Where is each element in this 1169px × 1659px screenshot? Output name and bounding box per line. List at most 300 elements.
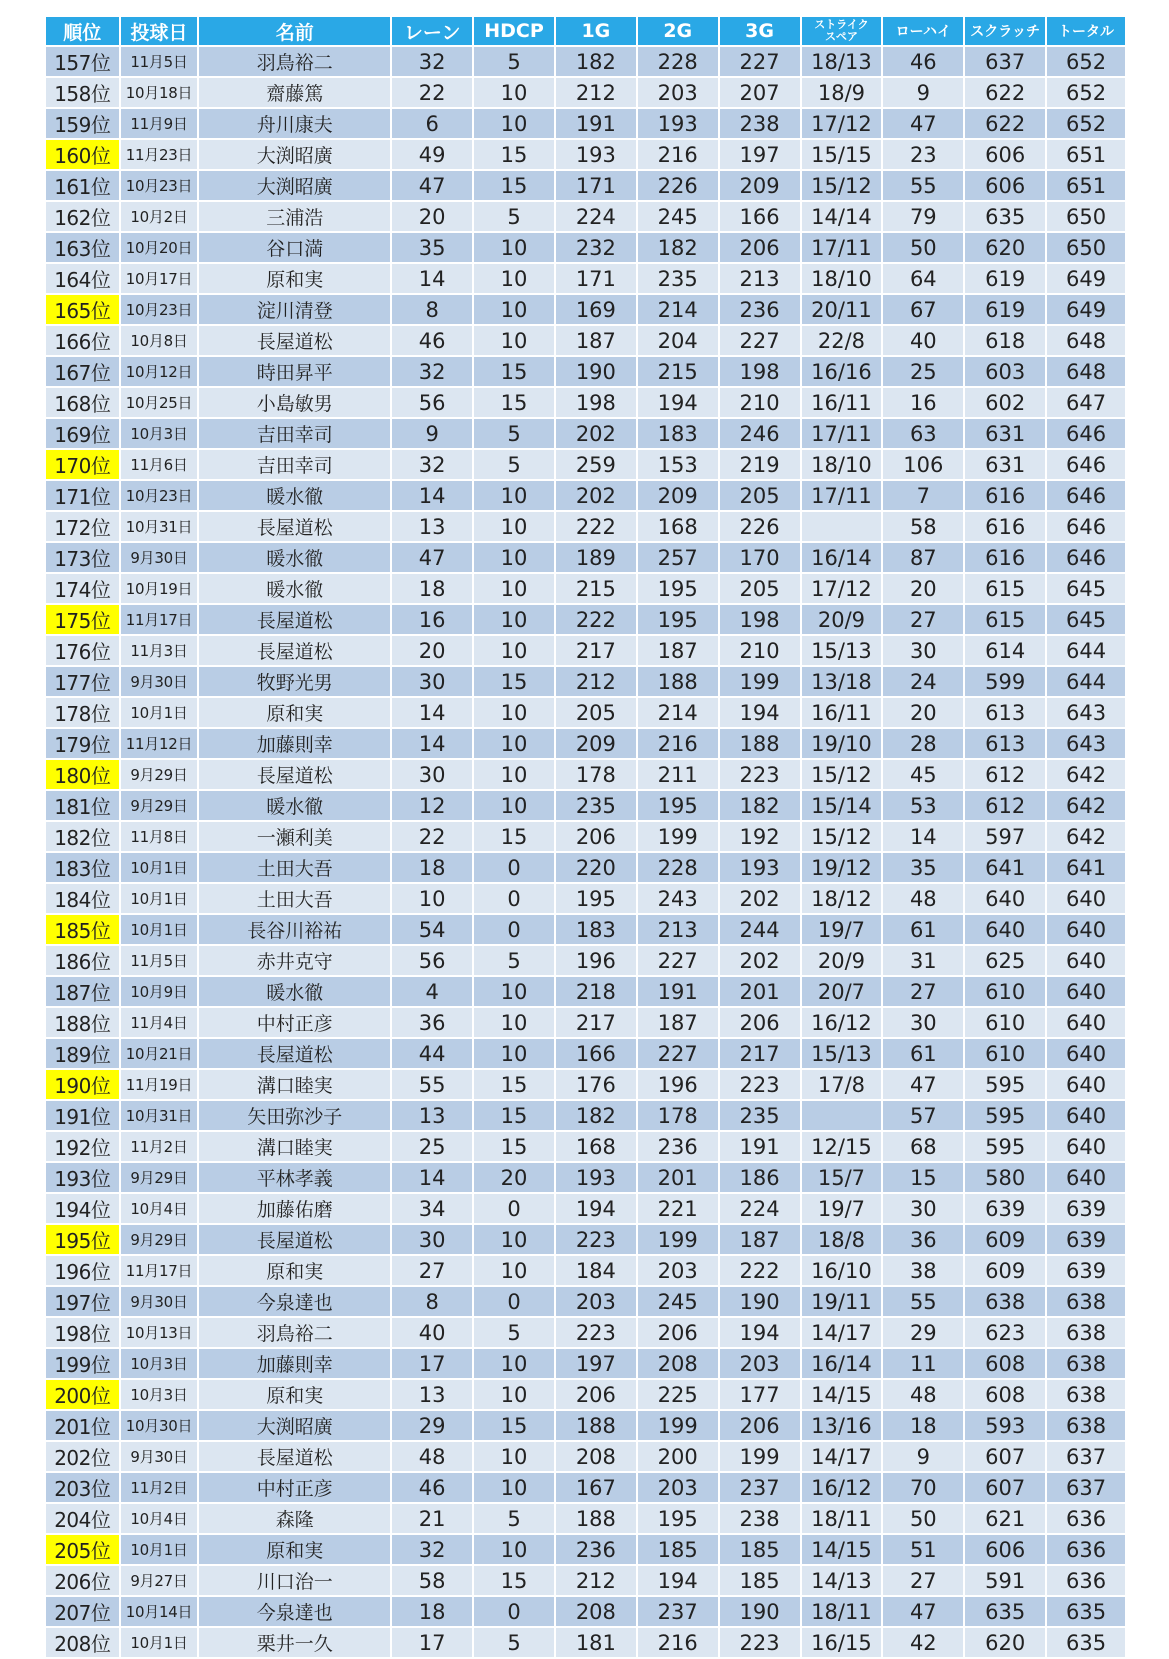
date-cell: 9月29日 bbox=[121, 791, 198, 820]
lowhigh-cell: 27 bbox=[883, 1566, 963, 1595]
name-cell: 溝口睦実 bbox=[199, 1132, 390, 1161]
hdcp-cell: 15 bbox=[474, 1566, 554, 1595]
scratch-cell: 639 bbox=[965, 1194, 1045, 1223]
lane-cell: 6 bbox=[392, 109, 472, 138]
date-cell: 10月2日 bbox=[121, 202, 198, 231]
game2-cell: 211 bbox=[638, 760, 718, 789]
rank-cell: 201位 bbox=[46, 1411, 119, 1440]
game2-cell: 208 bbox=[638, 1349, 718, 1378]
hdcp-cell: 15 bbox=[474, 1132, 554, 1161]
rank-cell: 158位 bbox=[46, 78, 119, 107]
rank-cell: 170位 bbox=[46, 450, 119, 479]
rank-cell: 161位 bbox=[46, 171, 119, 200]
scratch-cell: 625 bbox=[965, 946, 1045, 975]
scratch-cell: 612 bbox=[965, 791, 1045, 820]
hdcp-cell: 20 bbox=[474, 1163, 554, 1192]
lane-cell: 12 bbox=[392, 791, 472, 820]
strike-spare-cell bbox=[802, 512, 882, 541]
lowhigh-cell: 47 bbox=[883, 109, 963, 138]
game1-cell: 182 bbox=[556, 47, 636, 76]
name-cell: 原和実 bbox=[199, 264, 390, 293]
rank-cell: 197位 bbox=[46, 1287, 119, 1316]
game2-cell: 203 bbox=[638, 1256, 718, 1285]
rank-cell: 191位 bbox=[46, 1101, 119, 1130]
lowhigh-cell: 35 bbox=[883, 853, 963, 882]
lane-cell: 14 bbox=[392, 1163, 472, 1192]
scratch-cell: 631 bbox=[965, 419, 1045, 448]
game3-cell: 210 bbox=[720, 636, 800, 665]
game2-cell: 187 bbox=[638, 636, 718, 665]
hdcp-cell: 5 bbox=[474, 946, 554, 975]
table-row bbox=[46, 388, 1125, 417]
strike-spare-cell: 16/10 bbox=[802, 1256, 882, 1285]
date-cell: 11月3日 bbox=[121, 636, 198, 665]
lowhigh-cell: 70 bbox=[883, 1473, 963, 1502]
game2-cell: 213 bbox=[638, 915, 718, 944]
strike-spare-cell: 17/12 bbox=[802, 109, 882, 138]
strike-spare-cell: 14/17 bbox=[802, 1442, 882, 1471]
scratch-cell: 591 bbox=[965, 1566, 1045, 1595]
name-cell: 土田大吾 bbox=[199, 853, 390, 882]
game1-cell: 188 bbox=[556, 1504, 636, 1533]
strike-spare-cell: 14/14 bbox=[802, 202, 882, 231]
lane-cell: 13 bbox=[392, 1101, 472, 1130]
total-cell: 642 bbox=[1047, 791, 1125, 820]
strike-spare-cell: 14/13 bbox=[802, 1566, 882, 1595]
total-cell: 652 bbox=[1047, 78, 1125, 107]
game2-cell: 168 bbox=[638, 512, 718, 541]
scratch-cell: 595 bbox=[965, 1070, 1045, 1099]
game1-cell: 168 bbox=[556, 1132, 636, 1161]
strike-spare-cell: 16/15 bbox=[802, 1628, 882, 1657]
game2-cell: 195 bbox=[638, 605, 718, 634]
game2-cell: 199 bbox=[638, 822, 718, 851]
rank-cell: 169位 bbox=[46, 419, 119, 448]
lowhigh-cell: 51 bbox=[883, 1535, 963, 1564]
lane-cell: 14 bbox=[392, 729, 472, 758]
name-cell: 長屋道松 bbox=[199, 512, 390, 541]
hdcp-cell: 10 bbox=[474, 605, 554, 634]
hdcp-cell: 10 bbox=[474, 512, 554, 541]
scratch-cell: 623 bbox=[965, 1318, 1045, 1347]
lowhigh-cell: 20 bbox=[883, 574, 963, 603]
scratch-cell: 637 bbox=[965, 47, 1045, 76]
scratch-cell: 606 bbox=[965, 140, 1045, 169]
rank-cell: 185位 bbox=[46, 915, 119, 944]
lane-cell: 40 bbox=[392, 1318, 472, 1347]
total-cell: 638 bbox=[1047, 1380, 1125, 1409]
table-row bbox=[46, 419, 1125, 448]
table-row bbox=[46, 450, 1125, 479]
name-cell: 加藤則幸 bbox=[199, 729, 390, 758]
total-cell: 640 bbox=[1047, 1008, 1125, 1037]
game3-cell: 194 bbox=[720, 698, 800, 727]
table-row bbox=[46, 1411, 1125, 1440]
game2-cell: 215 bbox=[638, 357, 718, 386]
game2-cell: 226 bbox=[638, 171, 718, 200]
lowhigh-cell: 87 bbox=[883, 543, 963, 572]
lane-cell: 55 bbox=[392, 1070, 472, 1099]
hdcp-cell: 10 bbox=[474, 791, 554, 820]
date-cell: 10月4日 bbox=[121, 1504, 198, 1533]
date-cell: 10月30日 bbox=[121, 1411, 198, 1440]
rank-cell: 195位 bbox=[46, 1225, 119, 1254]
scratch-cell: 606 bbox=[965, 171, 1045, 200]
game3-cell: 197 bbox=[720, 140, 800, 169]
total-cell: 644 bbox=[1047, 636, 1125, 665]
scratch-cell: 597 bbox=[965, 822, 1045, 851]
name-cell: 長屋道松 bbox=[199, 1442, 390, 1471]
header-row bbox=[46, 17, 1125, 45]
date-cell: 10月19日 bbox=[121, 574, 198, 603]
name-cell: 土田大吾 bbox=[199, 884, 390, 913]
hdcp-cell: 15 bbox=[474, 667, 554, 696]
lane-cell: 49 bbox=[392, 140, 472, 169]
hdcp-cell: 0 bbox=[474, 915, 554, 944]
total-cell: 635 bbox=[1047, 1597, 1125, 1626]
name-cell: 暖水徹 bbox=[199, 977, 390, 1006]
lowhigh-cell: 58 bbox=[883, 512, 963, 541]
name-cell: 吉田幸司 bbox=[199, 419, 390, 448]
hdcp-cell: 15 bbox=[474, 1070, 554, 1099]
game3-cell: 191 bbox=[720, 1132, 800, 1161]
date-cell: 11月17日 bbox=[121, 605, 198, 634]
game3-cell: 193 bbox=[720, 853, 800, 882]
lowhigh-cell: 16 bbox=[883, 388, 963, 417]
strike-spare-cell: 15/12 bbox=[802, 171, 882, 200]
total-cell: 635 bbox=[1047, 1628, 1125, 1657]
name-cell: 小島敏男 bbox=[199, 388, 390, 417]
hdcp-cell: 10 bbox=[474, 109, 554, 138]
date-cell: 10月4日 bbox=[121, 1194, 198, 1223]
scratch-cell: 613 bbox=[965, 729, 1045, 758]
rank-cell: 193位 bbox=[46, 1163, 119, 1192]
lane-cell: 48 bbox=[392, 1442, 472, 1471]
game2-cell: 235 bbox=[638, 264, 718, 293]
hdcp-cell: 10 bbox=[474, 729, 554, 758]
lane-cell: 44 bbox=[392, 1039, 472, 1068]
strike-spare-cell: 18/11 bbox=[802, 1504, 882, 1533]
lane-cell: 14 bbox=[392, 698, 472, 727]
lane-cell: 18 bbox=[392, 1597, 472, 1626]
lane-cell: 32 bbox=[392, 1535, 472, 1564]
scratch-cell: 610 bbox=[965, 1008, 1045, 1037]
name-cell: 川口治一 bbox=[199, 1566, 390, 1595]
lane-cell: 18 bbox=[392, 574, 472, 603]
game1-cell: 217 bbox=[556, 1008, 636, 1037]
game1-cell: 190 bbox=[556, 357, 636, 386]
total-cell: 646 bbox=[1047, 512, 1125, 541]
lane-cell: 20 bbox=[392, 202, 472, 231]
lowhigh-cell: 55 bbox=[883, 1287, 963, 1316]
game2-cell: 216 bbox=[638, 140, 718, 169]
hdcp-cell: 10 bbox=[474, 574, 554, 603]
lane-cell: 36 bbox=[392, 1008, 472, 1037]
total-cell: 639 bbox=[1047, 1256, 1125, 1285]
game1-cell: 223 bbox=[556, 1318, 636, 1347]
game3-cell: 222 bbox=[720, 1256, 800, 1285]
game3-cell: 207 bbox=[720, 78, 800, 107]
lowhigh-cell: 15 bbox=[883, 1163, 963, 1192]
scratch-cell: 641 bbox=[965, 853, 1045, 882]
table-row bbox=[46, 295, 1125, 324]
date-cell: 10月31日 bbox=[121, 1101, 198, 1130]
strike-spare-cell: 19/10 bbox=[802, 729, 882, 758]
name-cell: 谷口満 bbox=[199, 233, 390, 262]
game3-cell: 210 bbox=[720, 388, 800, 417]
strike-spare-cell: 20/11 bbox=[802, 295, 882, 324]
lowhigh-cell: 106 bbox=[883, 450, 963, 479]
game2-cell: 187 bbox=[638, 1008, 718, 1037]
table-row bbox=[46, 1287, 1125, 1316]
hdcp-cell: 10 bbox=[474, 233, 554, 262]
lowhigh-cell: 29 bbox=[883, 1318, 963, 1347]
lane-cell: 30 bbox=[392, 760, 472, 789]
hdcp-cell: 0 bbox=[474, 1194, 554, 1223]
lowhigh-cell: 50 bbox=[883, 1504, 963, 1533]
game3-cell: 199 bbox=[720, 1442, 800, 1471]
total-cell: 642 bbox=[1047, 822, 1125, 851]
total-cell: 646 bbox=[1047, 543, 1125, 572]
table-row bbox=[46, 481, 1125, 510]
lane-cell: 56 bbox=[392, 388, 472, 417]
game1-cell: 195 bbox=[556, 884, 636, 913]
hdcp-cell: 10 bbox=[474, 636, 554, 665]
game2-cell: 195 bbox=[638, 574, 718, 603]
scratch-cell: 610 bbox=[965, 977, 1045, 1006]
table-row bbox=[46, 636, 1125, 665]
rank-cell: 189位 bbox=[46, 1039, 119, 1068]
game3-cell: 201 bbox=[720, 977, 800, 1006]
total-cell: 640 bbox=[1047, 1070, 1125, 1099]
rank-cell: 180位 bbox=[46, 760, 119, 789]
rank-cell: 187位 bbox=[46, 977, 119, 1006]
strike-spare-cell: 15/15 bbox=[802, 140, 882, 169]
date-cell: 10月1日 bbox=[121, 884, 198, 913]
table-row bbox=[46, 1473, 1125, 1502]
table-row bbox=[46, 233, 1125, 262]
game3-cell: 198 bbox=[720, 357, 800, 386]
game1-cell: 218 bbox=[556, 977, 636, 1006]
hdcp-cell: 0 bbox=[474, 884, 554, 913]
header-lane: レーン bbox=[392, 17, 472, 45]
hdcp-cell: 15 bbox=[474, 1101, 554, 1130]
lowhigh-cell: 20 bbox=[883, 698, 963, 727]
lane-cell: 17 bbox=[392, 1628, 472, 1657]
scratch-cell: 610 bbox=[965, 1039, 1045, 1068]
game2-cell: 214 bbox=[638, 698, 718, 727]
scratch-cell: 615 bbox=[965, 605, 1045, 634]
game3-cell: 192 bbox=[720, 822, 800, 851]
total-cell: 637 bbox=[1047, 1442, 1125, 1471]
lane-cell: 58 bbox=[392, 1566, 472, 1595]
hdcp-cell: 10 bbox=[474, 481, 554, 510]
total-cell: 652 bbox=[1047, 47, 1125, 76]
scratch-cell: 635 bbox=[965, 202, 1045, 231]
total-cell: 638 bbox=[1047, 1318, 1125, 1347]
scratch-cell: 602 bbox=[965, 388, 1045, 417]
table-row bbox=[46, 1504, 1125, 1533]
table-row bbox=[46, 543, 1125, 572]
scratch-cell: 616 bbox=[965, 543, 1045, 572]
lowhigh-cell: 48 bbox=[883, 884, 963, 913]
table-row bbox=[46, 512, 1125, 541]
hdcp-cell: 10 bbox=[474, 1535, 554, 1564]
date-cell: 10月14日 bbox=[121, 1597, 198, 1626]
strike-spare-cell: 16/12 bbox=[802, 1473, 882, 1502]
table-row bbox=[46, 574, 1125, 603]
hdcp-cell: 5 bbox=[474, 1628, 554, 1657]
table-row bbox=[46, 698, 1125, 727]
name-cell: 齋藤篤 bbox=[199, 78, 390, 107]
lowhigh-cell: 27 bbox=[883, 605, 963, 634]
scratch-cell: 606 bbox=[965, 1535, 1045, 1564]
rank-cell: 200位 bbox=[46, 1380, 119, 1409]
date-cell: 9月29日 bbox=[121, 760, 198, 789]
game1-cell: 176 bbox=[556, 1070, 636, 1099]
table-row bbox=[46, 1318, 1125, 1347]
game1-cell: 191 bbox=[556, 109, 636, 138]
date-cell: 10月23日 bbox=[121, 481, 198, 510]
date-cell: 11月2日 bbox=[121, 1132, 198, 1161]
header-game3: 3G bbox=[720, 17, 800, 45]
game2-cell: 228 bbox=[638, 47, 718, 76]
date-cell: 11月2日 bbox=[121, 1473, 198, 1502]
name-cell: 牧野光男 bbox=[199, 667, 390, 696]
game3-cell: 186 bbox=[720, 1163, 800, 1192]
strike-spare-cell: 15/7 bbox=[802, 1163, 882, 1192]
name-cell: 長谷川裕祐 bbox=[199, 915, 390, 944]
name-cell: 暖水徹 bbox=[199, 543, 390, 572]
strike-spare-cell: 18/13 bbox=[802, 47, 882, 76]
strike-spare-cell: 19/7 bbox=[802, 1194, 882, 1223]
strike-spare-cell: 20/9 bbox=[802, 605, 882, 634]
table-row bbox=[46, 1566, 1125, 1595]
name-cell: 中村正彦 bbox=[199, 1008, 390, 1037]
total-cell: 643 bbox=[1047, 698, 1125, 727]
game1-cell: 202 bbox=[556, 419, 636, 448]
lane-cell: 4 bbox=[392, 977, 472, 1006]
total-cell: 639 bbox=[1047, 1225, 1125, 1254]
name-cell: 大渕昭廣 bbox=[199, 140, 390, 169]
scratch-cell: 595 bbox=[965, 1101, 1045, 1130]
table-row bbox=[46, 1349, 1125, 1378]
total-cell: 652 bbox=[1047, 109, 1125, 138]
game1-cell: 220 bbox=[556, 853, 636, 882]
total-cell: 636 bbox=[1047, 1566, 1125, 1595]
date-cell: 10月8日 bbox=[121, 326, 198, 355]
strike-spare-cell: 20/7 bbox=[802, 977, 882, 1006]
strike-spare-cell: 17/8 bbox=[802, 1070, 882, 1099]
total-cell: 641 bbox=[1047, 853, 1125, 882]
game1-cell: 232 bbox=[556, 233, 636, 262]
game3-cell: 206 bbox=[720, 1411, 800, 1440]
game3-cell: 205 bbox=[720, 574, 800, 603]
game2-cell: 200 bbox=[638, 1442, 718, 1471]
game3-cell: 198 bbox=[720, 605, 800, 634]
rank-cell: 202位 bbox=[46, 1442, 119, 1471]
strike-spare-cell: 16/14 bbox=[802, 543, 882, 572]
hdcp-cell: 15 bbox=[474, 1411, 554, 1440]
total-cell: 650 bbox=[1047, 202, 1125, 231]
total-cell: 648 bbox=[1047, 326, 1125, 355]
date-cell: 10月1日 bbox=[121, 853, 198, 882]
rank-cell: 179位 bbox=[46, 729, 119, 758]
table-row bbox=[46, 1442, 1125, 1471]
scratch-cell: 631 bbox=[965, 450, 1045, 479]
name-cell: 加藤則幸 bbox=[199, 1349, 390, 1378]
scratch-cell: 616 bbox=[965, 481, 1045, 510]
hdcp-cell: 10 bbox=[474, 295, 554, 324]
total-cell: 636 bbox=[1047, 1535, 1125, 1564]
lane-cell: 34 bbox=[392, 1194, 472, 1223]
game2-cell: 188 bbox=[638, 667, 718, 696]
total-cell: 650 bbox=[1047, 233, 1125, 262]
name-cell: 長屋道松 bbox=[199, 1225, 390, 1254]
game2-cell: 195 bbox=[638, 1504, 718, 1533]
hdcp-cell: 10 bbox=[474, 1349, 554, 1378]
strike-spare-cell: 19/7 bbox=[802, 915, 882, 944]
game2-cell: 153 bbox=[638, 450, 718, 479]
game1-cell: 193 bbox=[556, 1163, 636, 1192]
name-cell: 森隆 bbox=[199, 1504, 390, 1533]
hdcp-cell: 5 bbox=[474, 202, 554, 231]
hdcp-cell: 15 bbox=[474, 388, 554, 417]
date-cell: 9月29日 bbox=[121, 1225, 198, 1254]
strike-spare-cell: 16/12 bbox=[802, 1008, 882, 1037]
lane-cell: 16 bbox=[392, 605, 472, 634]
total-cell: 647 bbox=[1047, 388, 1125, 417]
lowhigh-cell: 18 bbox=[883, 1411, 963, 1440]
name-cell: 平林孝義 bbox=[199, 1163, 390, 1192]
strike-spare-cell: 15/14 bbox=[802, 791, 882, 820]
table-row bbox=[46, 1039, 1125, 1068]
rank-cell: 164位 bbox=[46, 264, 119, 293]
header-hdcp: HDCP bbox=[474, 17, 554, 45]
rank-cell: 159位 bbox=[46, 109, 119, 138]
lane-cell: 14 bbox=[392, 264, 472, 293]
header-strike-label: ストライク bbox=[814, 18, 869, 31]
lane-cell: 10 bbox=[392, 884, 472, 913]
total-cell: 638 bbox=[1047, 1411, 1125, 1440]
lowhigh-cell: 25 bbox=[883, 357, 963, 386]
scratch-cell: 620 bbox=[965, 1628, 1045, 1657]
strike-spare-cell: 18/9 bbox=[802, 78, 882, 107]
lowhigh-cell: 46 bbox=[883, 47, 963, 76]
game1-cell: 183 bbox=[556, 915, 636, 944]
name-cell: 加藤佑磨 bbox=[199, 1194, 390, 1223]
strike-spare-cell: 16/11 bbox=[802, 388, 882, 417]
lane-cell: 47 bbox=[392, 171, 472, 200]
hdcp-cell: 10 bbox=[474, 977, 554, 1006]
rank-cell: 207位 bbox=[46, 1597, 119, 1626]
scratch-cell: 613 bbox=[965, 698, 1045, 727]
name-cell: 暖水徹 bbox=[199, 791, 390, 820]
rank-cell: 171位 bbox=[46, 481, 119, 510]
date-cell: 10月21日 bbox=[121, 1039, 198, 1068]
game3-cell: 177 bbox=[720, 1380, 800, 1409]
date-cell: 11月23日 bbox=[121, 140, 198, 169]
game3-cell: 190 bbox=[720, 1287, 800, 1316]
scratch-cell: 612 bbox=[965, 760, 1045, 789]
game2-cell: 216 bbox=[638, 729, 718, 758]
scratch-cell: 640 bbox=[965, 915, 1045, 944]
game3-cell: 202 bbox=[720, 884, 800, 913]
game1-cell: 222 bbox=[556, 605, 636, 634]
table-row bbox=[46, 326, 1125, 355]
scratch-cell: 640 bbox=[965, 884, 1045, 913]
name-cell: 羽鳥裕二 bbox=[199, 1318, 390, 1347]
